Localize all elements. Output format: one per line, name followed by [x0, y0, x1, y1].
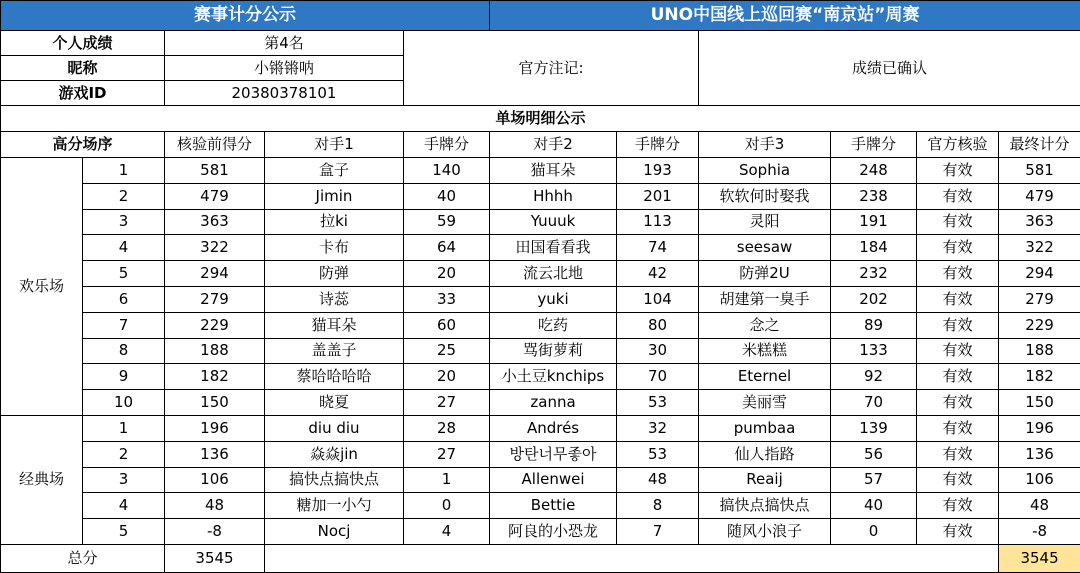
table-cell: 3: [83, 209, 165, 235]
table-cell: 念之: [699, 312, 831, 338]
table-cell: Reaij: [699, 467, 831, 493]
table-cell: 6: [83, 286, 165, 312]
official-note-label: 官方注记:: [404, 31, 699, 106]
table-cell: 软软何时娶我: [699, 183, 831, 209]
column-header: 最终计分: [999, 132, 1080, 158]
table-cell: zanna: [490, 390, 617, 416]
table-cell: 294: [999, 261, 1080, 287]
table-row: [1, 183, 1080, 209]
column-header: 手牌分: [831, 132, 917, 158]
column-header: 手牌分: [404, 132, 490, 158]
table-cell: 有效: [917, 158, 999, 184]
table-cell: 28: [404, 415, 490, 441]
right-header-title: UNO中国线上巡回赛“南京站”周赛: [490, 1, 1080, 31]
table-cell: 70: [831, 390, 917, 416]
group-name: 经典场: [1, 415, 83, 544]
column-header-row: [1, 132, 1080, 158]
table-cell: 卡布: [265, 235, 404, 261]
table-cell: 有效: [917, 183, 999, 209]
table-cell: 202: [831, 286, 917, 312]
total-spacer: [265, 544, 999, 572]
table-cell: yuki: [490, 286, 617, 312]
table-row: [1, 415, 1080, 441]
table-row: [1, 519, 1080, 545]
table-cell: 294: [165, 261, 265, 287]
table-cell: 106: [999, 467, 1080, 493]
table-cell: 48: [999, 493, 1080, 519]
table-cell: 2: [83, 183, 165, 209]
official-note-value: 成绩已确认: [699, 31, 1080, 106]
table-cell: 8: [617, 493, 699, 519]
table-cell: 182: [999, 364, 1080, 390]
table-row: [1, 158, 1080, 184]
table-cell: 有效: [917, 441, 999, 467]
table-cell: 9: [83, 364, 165, 390]
table-cell: 191: [831, 209, 917, 235]
table-cell: 150: [999, 390, 1080, 416]
table-cell: 139: [831, 415, 917, 441]
table-cell: 53: [617, 441, 699, 467]
table-cell: Hhhh: [490, 183, 617, 209]
table-cell: 猫耳朵: [490, 158, 617, 184]
table-cell: 焱焱jin: [265, 441, 404, 467]
table-cell: 방탄너무좋아: [490, 441, 617, 467]
rank-value: 第4名: [165, 31, 404, 56]
rank-label: 个人成绩: [1, 31, 165, 56]
table-cell: 238: [831, 183, 917, 209]
table-cell: 20: [404, 261, 490, 287]
column-header: 对手1: [265, 132, 404, 158]
table-cell: 60: [404, 312, 490, 338]
table-cell: 363: [165, 209, 265, 235]
table-cell: Bettie: [490, 493, 617, 519]
table-cell: 248: [831, 158, 917, 184]
nickname-label: 昵称: [1, 56, 165, 81]
table-cell: 美丽雪: [699, 390, 831, 416]
table-cell: 5: [83, 261, 165, 287]
table-cell: 74: [617, 235, 699, 261]
table-cell: 25: [404, 338, 490, 364]
table-cell: 3: [83, 467, 165, 493]
table-cell: 27: [404, 441, 490, 467]
table-cell: 有效: [917, 415, 999, 441]
table-cell: 5: [83, 519, 165, 545]
table-cell: 479: [165, 183, 265, 209]
table-cell: Yuuuk: [490, 209, 617, 235]
table-row: [1, 209, 1080, 235]
table-row: [1, 261, 1080, 287]
table-cell: 有效: [917, 519, 999, 545]
table-cell: pumbaa: [699, 415, 831, 441]
table-cell: 有效: [917, 312, 999, 338]
nickname-value: 小锵锵呐: [165, 56, 404, 81]
table-cell: -8: [165, 519, 265, 545]
left-header-title: 赛事计分公示: [1, 1, 490, 31]
table-cell: 有效: [917, 286, 999, 312]
table-cell: 136: [165, 441, 265, 467]
table-cell: Andrés: [490, 415, 617, 441]
table-cell: 279: [165, 286, 265, 312]
table-row: [1, 338, 1080, 364]
table-cell: 0: [404, 493, 490, 519]
table-cell: 48: [617, 467, 699, 493]
table-cell: 田国看看我: [490, 235, 617, 261]
game-id-value: 20380378101: [165, 81, 404, 106]
table-cell: 有效: [917, 261, 999, 287]
table-cell: 188: [999, 338, 1080, 364]
table-cell: 晓夏: [265, 390, 404, 416]
table-cell: 27: [404, 390, 490, 416]
table-cell: 57: [831, 467, 917, 493]
table-cell: 灵阳: [699, 209, 831, 235]
table-cell: 322: [999, 235, 1080, 261]
table-cell: 150: [165, 390, 265, 416]
table-cell: 有效: [917, 235, 999, 261]
total-final-score: 3545: [999, 544, 1080, 572]
table-cell: 搞快点搞快点: [699, 493, 831, 519]
table-cell: 7: [617, 519, 699, 545]
table-cell: 363: [999, 209, 1080, 235]
table-cell: 1: [404, 467, 490, 493]
table-cell: 279: [999, 286, 1080, 312]
table-cell: 4: [83, 235, 165, 261]
table-cell: diu diu: [265, 415, 404, 441]
table-cell: 骂街萝莉: [490, 338, 617, 364]
table-cell: 2: [83, 441, 165, 467]
table-cell: 有效: [917, 364, 999, 390]
table-cell: 诗蕊: [265, 286, 404, 312]
column-header: 官方核验: [917, 132, 999, 158]
table-cell: 106: [165, 467, 265, 493]
table-cell: 7: [83, 312, 165, 338]
table-cell: 80: [617, 312, 699, 338]
table-cell: 479: [999, 183, 1080, 209]
table-cell: 防弹: [265, 261, 404, 287]
total-label: 总分: [1, 544, 165, 572]
table-cell: 33: [404, 286, 490, 312]
table-cell: 184: [831, 235, 917, 261]
table-cell: 229: [165, 312, 265, 338]
table-cell: Allenwei: [490, 467, 617, 493]
table-row: [1, 235, 1080, 261]
table-cell: 104: [617, 286, 699, 312]
column-header: 对手3: [699, 132, 831, 158]
table-cell: Jimin: [265, 183, 404, 209]
table-cell: 0: [831, 519, 917, 545]
table-cell: 40: [404, 183, 490, 209]
total-pre-score: 3545: [165, 544, 265, 572]
table-cell: 糖加一小勺: [265, 493, 404, 519]
table-cell: Nocj: [265, 519, 404, 545]
table-cell: 232: [831, 261, 917, 287]
table-row: [1, 493, 1080, 519]
table-cell: 196: [999, 415, 1080, 441]
table-cell: 64: [404, 235, 490, 261]
table-cell: 米糕糕: [699, 338, 831, 364]
table-cell: 182: [165, 364, 265, 390]
table-row: [1, 312, 1080, 338]
table-row: [1, 364, 1080, 390]
table-row: [1, 286, 1080, 312]
table-cell: 蔡哈哈哈哈: [265, 364, 404, 390]
table-cell: 70: [617, 364, 699, 390]
table-cell: 20: [404, 364, 490, 390]
table-cell: 40: [831, 493, 917, 519]
column-header: 对手2: [490, 132, 617, 158]
table-cell: 吃药: [490, 312, 617, 338]
table-cell: 188: [165, 338, 265, 364]
table-cell: 136: [999, 441, 1080, 467]
table-cell: 581: [165, 158, 265, 184]
table-cell: Sophia: [699, 158, 831, 184]
table-cell: 229: [999, 312, 1080, 338]
column-header: 高分场序: [1, 132, 165, 158]
table-cell: 阿良的小恐龙: [490, 519, 617, 545]
table-cell: 48: [165, 493, 265, 519]
table-cell: 201: [617, 183, 699, 209]
table-cell: 1: [83, 415, 165, 441]
table-cell: 有效: [917, 390, 999, 416]
table-cell: 随风小浪子: [699, 519, 831, 545]
table-cell: 140: [404, 158, 490, 184]
table-cell: 搞快点搞快点: [265, 467, 404, 493]
game-id-label: 游戏ID: [1, 81, 165, 106]
column-header: 核验前得分: [165, 132, 265, 158]
table-cell: seesaw: [699, 235, 831, 261]
table-cell: 581: [999, 158, 1080, 184]
table-cell: 1: [83, 158, 165, 184]
table-cell: 盒子: [265, 158, 404, 184]
table-cell: 有效: [917, 209, 999, 235]
table-cell: 42: [617, 261, 699, 287]
table-cell: 拉ki: [265, 209, 404, 235]
table-cell: 59: [404, 209, 490, 235]
table-cell: 32: [617, 415, 699, 441]
column-header: 手牌分: [617, 132, 699, 158]
section-title: 单场明细公示: [1, 106, 1080, 132]
table-cell: 133: [831, 338, 917, 364]
table-row: [1, 467, 1080, 493]
table-cell: 猫耳朵: [265, 312, 404, 338]
table-cell: 193: [617, 158, 699, 184]
table-cell: 流云北地: [490, 261, 617, 287]
table-cell: 10: [83, 390, 165, 416]
table-cell: 小土豆knchips: [490, 364, 617, 390]
table-cell: 8: [83, 338, 165, 364]
table-cell: 4: [404, 519, 490, 545]
table-cell: 30: [617, 338, 699, 364]
table-cell: 有效: [917, 493, 999, 519]
table-cell: Eternel: [699, 364, 831, 390]
table-cell: 仙人指路: [699, 441, 831, 467]
table-cell: 4: [83, 493, 165, 519]
table-row: [1, 441, 1080, 467]
table-row: [1, 390, 1080, 416]
table-cell: 防弹2U: [699, 261, 831, 287]
table-cell: 92: [831, 364, 917, 390]
table-cell: 胡建第一臭手: [699, 286, 831, 312]
table-cell: -8: [999, 519, 1080, 545]
table-cell: 盖盖子: [265, 338, 404, 364]
table-cell: 322: [165, 235, 265, 261]
table-cell: 89: [831, 312, 917, 338]
table-cell: 113: [617, 209, 699, 235]
table-cell: 53: [617, 390, 699, 416]
table-cell: 56: [831, 441, 917, 467]
table-cell: 196: [165, 415, 265, 441]
group-name: 欢乐场: [1, 158, 83, 416]
table-cell: 有效: [917, 338, 999, 364]
total-row: [1, 544, 1080, 572]
table-cell: 有效: [917, 467, 999, 493]
